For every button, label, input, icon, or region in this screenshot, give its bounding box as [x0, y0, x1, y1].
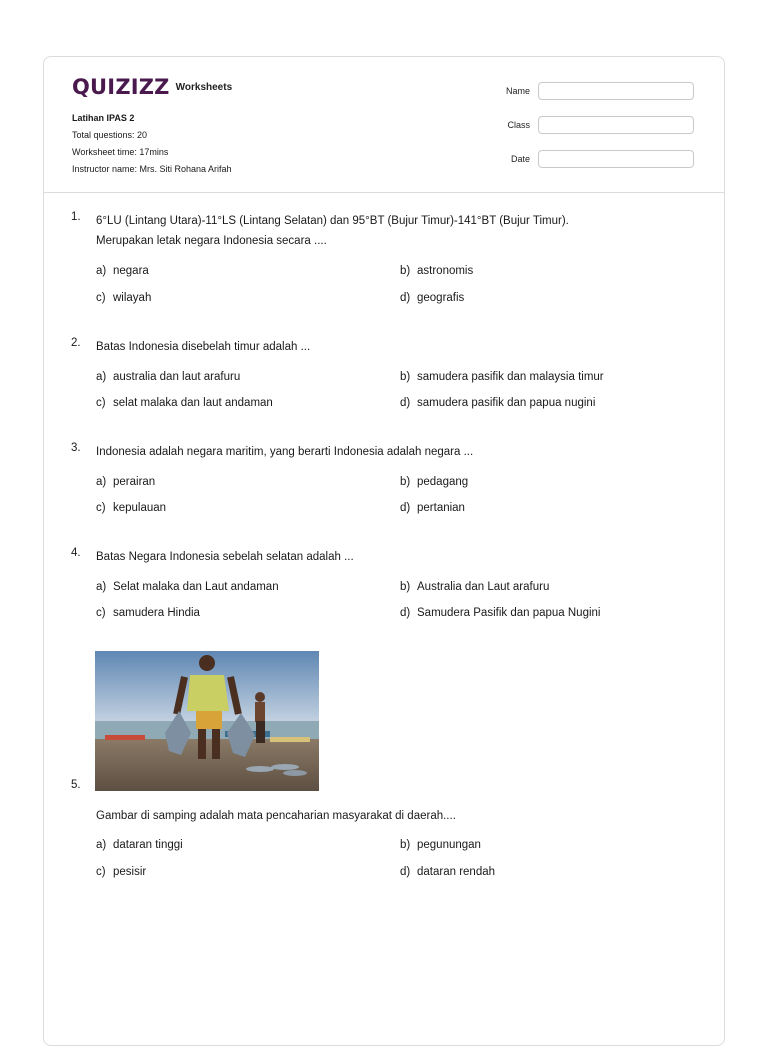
question-number: 2.	[71, 337, 81, 349]
option-text: geografis	[417, 292, 465, 304]
option-letter: a)	[96, 265, 107, 277]
total-questions: Total questions: 20	[72, 130, 148, 140]
option-c[interactable]	[96, 292, 151, 304]
option-b[interactable]	[400, 581, 549, 593]
question-number: 5.	[71, 779, 81, 791]
option-letter: d)	[400, 502, 411, 514]
option-letter: b)	[400, 581, 411, 593]
worksheet-meta	[72, 110, 232, 178]
question-text	[96, 337, 656, 357]
option-letter: c)	[96, 397, 106, 409]
option-c[interactable]	[96, 607, 200, 619]
option-text: dataran rendah	[417, 866, 496, 878]
option-d[interactable]	[400, 502, 465, 514]
fisherman-photo	[95, 651, 319, 791]
quizizz-logo	[72, 75, 232, 99]
option-letter: d)	[400, 866, 411, 878]
logo-wordmark: QUIZIZZ	[72, 75, 170, 99]
option-a[interactable]	[96, 839, 183, 851]
option-text: negara	[113, 265, 149, 277]
option-text: pesisir	[113, 866, 147, 878]
date-label: Date	[510, 154, 530, 164]
option-text: Selat malaka dan Laut andaman	[113, 581, 279, 593]
option-text: wilayah	[113, 292, 152, 304]
option-text: selat malaka dan laut andaman	[113, 397, 273, 409]
logo-subtitle: Worksheets	[175, 81, 233, 93]
question-text-line: Batas Negara Indonesia sebelah selatan adalah ...	[96, 551, 354, 563]
name-label: Name	[505, 86, 530, 96]
option-letter: b)	[400, 476, 411, 488]
option-text: kepulauan	[113, 502, 167, 514]
option-b[interactable]	[400, 839, 481, 851]
option-letter: d)	[400, 397, 411, 409]
option-letter: a)	[96, 581, 107, 593]
option-d[interactable]	[400, 607, 600, 619]
option-c[interactable]	[96, 397, 273, 409]
option-letter: c)	[96, 607, 106, 619]
question-text-line: Batas Indonesia disebelah timur adalah ...	[96, 341, 311, 353]
worksheet-title: Latihan IPAS 2	[72, 113, 135, 123]
date-input[interactable]	[538, 150, 694, 168]
question-text	[96, 211, 656, 251]
option-letter: b)	[400, 265, 411, 277]
option-letter: c)	[96, 292, 106, 304]
option-text: astronomis	[417, 265, 474, 277]
option-a[interactable]	[96, 371, 240, 383]
option-c[interactable]	[96, 502, 166, 514]
option-d[interactable]	[400, 866, 495, 878]
class-label: Class	[507, 120, 530, 130]
option-text: Samudera Pasifik dan papua Nugini	[417, 607, 601, 619]
option-letter: a)	[96, 371, 107, 383]
worksheet-time: Worksheet time: 17mins	[72, 147, 169, 157]
instructor-name: Instructor name: Mrs. Siti Rohana Arifah	[72, 164, 232, 174]
option-text: pertanian	[417, 502, 465, 514]
option-text: samudera pasifik dan malaysia timur	[417, 371, 604, 383]
option-letter: a)	[96, 476, 107, 488]
option-letter: c)	[96, 866, 106, 878]
option-letter: b)	[400, 371, 411, 383]
date-field-row	[484, 149, 696, 169]
option-letter: a)	[96, 839, 107, 851]
option-text: perairan	[113, 476, 156, 488]
question-number: 4.	[71, 547, 81, 559]
option-b[interactable]	[400, 265, 473, 277]
option-letter: d)	[400, 292, 411, 304]
option-text: Australia dan Laut arafuru	[417, 581, 550, 593]
option-text: pegunungan	[417, 839, 481, 851]
option-text: dataran tinggi	[113, 839, 183, 851]
class-field-row	[484, 115, 696, 135]
option-text: samudera Hindia	[113, 607, 200, 619]
option-text: samudera pasifik dan papua nugini	[417, 397, 596, 409]
question-text	[96, 442, 656, 462]
question-text-line: Indonesia adalah negara maritim, yang berarti Indonesia adalah negara ...	[96, 446, 474, 458]
option-text: pedagang	[417, 476, 469, 488]
option-letter: d)	[400, 607, 411, 619]
question-text-line: Gambar di samping adalah mata pencaharian masyarakat di daerah....	[96, 810, 456, 822]
option-d[interactable]	[400, 397, 595, 409]
question-text-line: Merupakan letak negara Indonesia secara ....	[96, 235, 327, 247]
name-input[interactable]	[538, 82, 694, 100]
worksheet-header	[44, 57, 724, 193]
question-text	[96, 806, 656, 826]
option-b[interactable]	[400, 371, 604, 383]
option-c[interactable]	[96, 866, 146, 878]
option-a[interactable]	[96, 476, 155, 488]
option-letter: c)	[96, 502, 106, 514]
name-field-row	[484, 81, 696, 101]
option-letter: b)	[400, 839, 411, 851]
option-a[interactable]	[96, 581, 279, 593]
option-b[interactable]	[400, 476, 468, 488]
question-text-line: 6°LU (Lintang Utara)-11°LS (Lintang Selatan) dan 95°BT (Bujur Timur)-141°BT (Bujur Timur).	[96, 215, 569, 227]
option-d[interactable]	[400, 292, 464, 304]
question-text	[96, 547, 656, 567]
question-number: 3.	[71, 442, 81, 454]
option-text: australia dan laut arafuru	[113, 371, 241, 383]
option-a[interactable]	[96, 265, 149, 277]
class-input[interactable]	[538, 116, 694, 134]
question-number: 1.	[71, 211, 81, 223]
